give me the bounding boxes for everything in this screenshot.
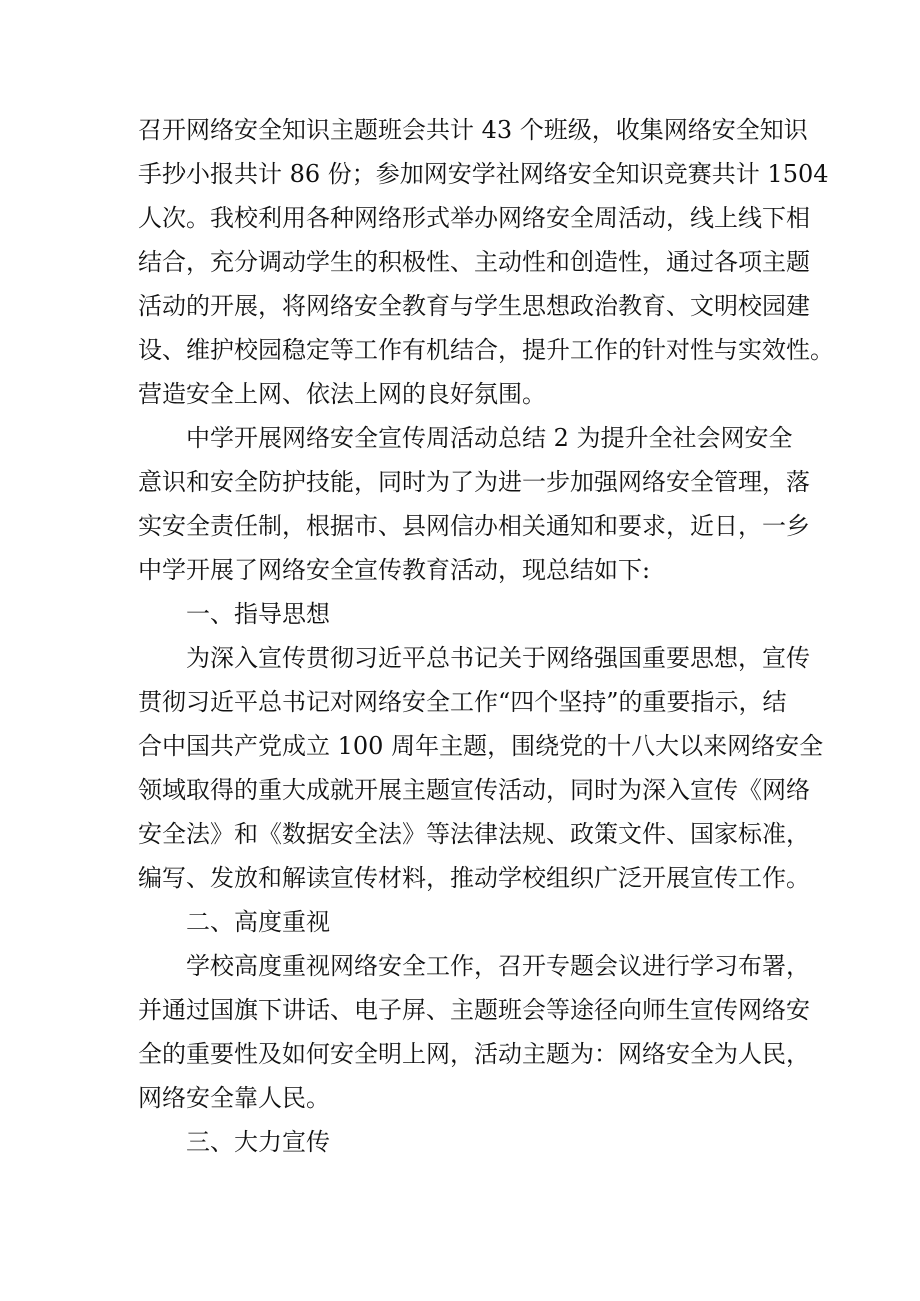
text-line: 全的重要性及如何安全明上网，活动主题为：网络安全为人民，	[138, 1040, 810, 1068]
text-line: 中学开展了网络安全宣传教育活动，现总结如下:	[138, 556, 651, 584]
text-line: 营造安全上网、依法上网的良好氛围。	[138, 380, 546, 408]
paragraph-start: 为深入宣传贯彻习近平总书记关于网络强国重要思想，宣传	[186, 644, 810, 672]
paragraph-start: 中学开展网络安全宣传周活动总结 2 为提升全社会网安全	[186, 424, 793, 452]
text-line: 设、维护校园稳定等工作有机结合，提升工作的针对性与实效性。	[138, 336, 834, 364]
paragraph-start: 学校高度重视网络安全工作，召开专题会议进行学习布署，	[186, 952, 810, 980]
text-line: 活动的开展，将网络安全教育与学生思想政治教育、文明校园建	[138, 292, 810, 320]
text-line: 贯彻习近平总书记对网络安全工作“四个坚持”的重要指示，结	[138, 688, 787, 716]
text-line: 并通过国旗下讲话、电子屏、主题班会等途径向师生宣传网络安	[138, 996, 810, 1024]
text-line: 编写、发放和解读宣传材料，推动学校组织广泛开展宣传工作。	[138, 864, 810, 892]
text-line: 安全法》和《数据安全法》等法律法规、政策文件、国家标准，	[138, 820, 810, 848]
text-line: 结合，充分调动学生的积极性、主动性和创造性，通过各项主题	[138, 248, 810, 276]
section-heading: 一、指导思想	[186, 600, 330, 628]
text-line: 实安全责任制，根据市、县网信办相关通知和要求，近日，一乡	[138, 512, 810, 540]
section-heading: 三、大力宣传	[186, 1128, 330, 1156]
text-line: 手抄小报共计 86 份；参加网安学社网络安全知识竞赛共计 1504	[138, 160, 829, 188]
section-heading: 二、高度重视	[186, 908, 330, 936]
text-line: 召开网络安全知识主题班会共计 43 个班级，收集网络安全知识	[138, 116, 808, 144]
text-line: 网络安全靠人民。	[138, 1084, 330, 1112]
text-line: 人次。我校利用各种网络形式举办网络安全周活动，线上线下相	[138, 204, 810, 232]
text-line: 领域取得的重大成就开展主题宣传活动，同时为深入宣传《网络	[138, 776, 810, 804]
text-line: 合中国共产党成立 100 周年主题，围绕党的十八大以来网络安全	[138, 732, 824, 760]
text-line: 意识和安全防护技能，同时为了为进一步加强网络安全管理，落	[138, 468, 810, 496]
